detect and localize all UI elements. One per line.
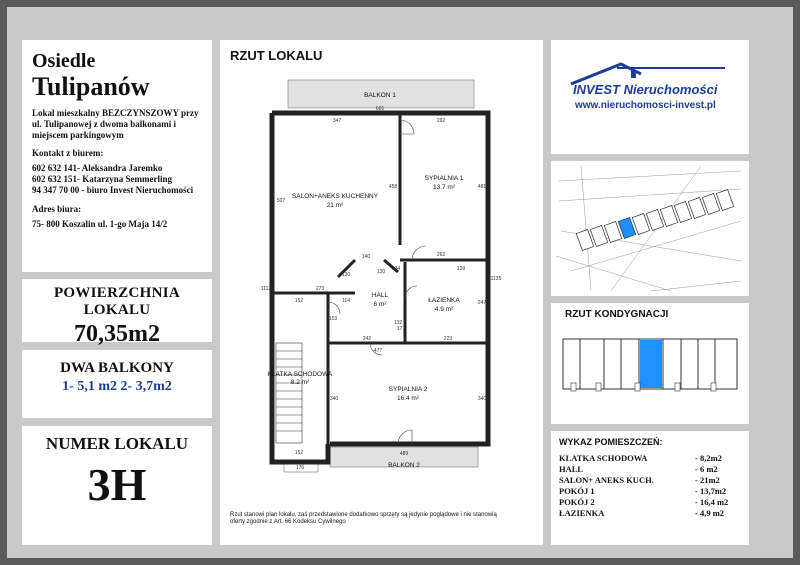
dim: 665 — [375, 106, 385, 112]
dim: 273 — [315, 286, 325, 292]
dim: 507 — [276, 198, 286, 204]
room-label-sypialnia2: SYPIALNIA 2 — [388, 386, 428, 393]
floor-plan-drawing — [220, 40, 543, 545]
dim: 242 — [362, 336, 372, 342]
dim: 1112 — [260, 286, 272, 292]
estate-info-panel — [22, 40, 212, 272]
dim: 130 — [341, 272, 351, 278]
room-name: POKÓJ 2 — [559, 497, 595, 507]
dim: 458 — [388, 184, 398, 190]
dim: 340 — [329, 396, 339, 402]
room-area: - 21m2 — [695, 475, 720, 485]
room-area: - 16,4 m2 — [695, 497, 729, 507]
dim: 134 — [391, 266, 401, 272]
room-name: SALON+ ANEKS KUCH. — [559, 475, 654, 485]
building-row — [576, 189, 733, 250]
room-label-lazienka: ŁAZIENKA — [428, 297, 460, 304]
level-plan-title: RZUT KONDYGNACJI — [565, 309, 669, 320]
room-area: - 6 m2 — [695, 464, 718, 474]
dim: 477 — [373, 348, 383, 354]
dim: 262 — [436, 118, 446, 124]
area-label: POWIERZCHNIA LOKALU — [53, 285, 181, 318]
room-area: - 8,2m2 — [695, 453, 722, 463]
dim: 176 — [295, 465, 305, 471]
list-item — [559, 486, 741, 497]
rooms-list-panel — [551, 431, 749, 545]
office-address: 75- 800 Koszalin ul. 1-go Maja 14/2 — [32, 219, 168, 229]
list-item — [559, 508, 741, 519]
plan-disclaimer: Rzut stanowi plan lokalu, zaś przedstawione dodatkowo sprzęty są jedynie poglądowe i nie stanowią oferty zgodnie z Art. 66 Kodeksu Cywilnego — [230, 512, 497, 525]
room-area-hall: 6 m² — [373, 301, 387, 308]
dim: 247 — [477, 300, 487, 306]
brand-rest: Nieruchomości — [619, 82, 718, 97]
estate-name-line2: Tulipanów — [32, 72, 150, 101]
address-header: Adres biura: — [32, 204, 82, 214]
brand-url: www.nieruchomosci-invest.pl — [575, 100, 716, 111]
balconies-label: DWA BALKONY — [60, 360, 174, 376]
dim: 152 — [294, 298, 304, 304]
highlighted-unit — [640, 340, 662, 388]
dim: 177 — [396, 326, 406, 332]
dim: 139 — [456, 266, 466, 272]
room-name: KLATKA SCHODOWA — [559, 453, 648, 463]
room-area-salon: 21 m² — [326, 202, 344, 209]
level-plan — [551, 303, 749, 424]
rooms-list-header: WYKAZ POMIESZCZEŃ: — [559, 437, 663, 447]
logo-panel — [551, 40, 749, 154]
dim: 223 — [443, 336, 453, 342]
unit-number-panel — [22, 426, 212, 545]
brand-invest: INVEST — [573, 82, 620, 97]
balcony-1-label: BALKON 1 — [364, 92, 396, 99]
balcony-2-label: BALKON 2 — [388, 462, 420, 469]
dim: 262 — [436, 252, 446, 258]
room-name: POKÓJ 1 — [559, 486, 595, 496]
dim: 132 — [393, 320, 403, 326]
dim: 152 — [294, 450, 304, 456]
dim: 481 — [477, 184, 487, 190]
dim: 1135 — [490, 276, 502, 282]
balconies-panel — [22, 350, 212, 418]
unit-number-label: NUMER LOKALU — [45, 434, 189, 453]
room-label-salon: SALON+ANEKS KUCHENNY — [291, 193, 379, 200]
brand-name — [573, 82, 718, 97]
list-item — [559, 497, 741, 508]
room-area: - 13,7m2 — [695, 486, 727, 496]
dim: 140 — [361, 254, 371, 260]
floor-plan-title: RZUT LOKALU — [230, 48, 323, 63]
room-area-lazienka: 4.9 m² — [434, 306, 454, 313]
floor-plan-panel — [220, 40, 543, 545]
dim: 114 — [342, 298, 350, 304]
area-panel — [22, 279, 212, 347]
room-area-sypialnia2: 16.4 m² — [396, 395, 420, 402]
dim: 489 — [399, 451, 409, 457]
dim: 340 — [477, 396, 487, 402]
contact-line: 94 347 70 00 - biuro Invest Nieruchomości — [32, 185, 194, 195]
contact-line: 602 632 151- Katarzyna Semmerling — [32, 174, 172, 184]
exterior-walls — [272, 113, 488, 462]
room-label-hall: HALL — [371, 292, 389, 299]
dim: 347 — [332, 118, 342, 124]
room-area: - 4,9 m2 — [695, 508, 725, 518]
interior-walls — [272, 113, 488, 444]
list-item — [559, 453, 741, 464]
room-name: HALL — [559, 464, 584, 474]
room-area-sypialnia1: 13.7 m² — [432, 184, 456, 191]
list-item — [559, 464, 741, 475]
area-value: 70,35m2 — [74, 321, 160, 347]
site-map — [551, 161, 749, 296]
room-label-klatka: KLATKA SCHODOWA — [267, 371, 333, 378]
unit-number-value: 3H — [87, 459, 147, 510]
dim: 130 — [376, 269, 386, 275]
staircase — [276, 343, 302, 443]
list-item — [559, 475, 741, 486]
site-map-panel — [551, 161, 749, 296]
estate-description: Lokal mieszkalny BEZCZYNSZOWY przy ul. Tulipanowej z dwoma balkonami i miejscem parkingowym — [32, 108, 199, 140]
room-label-sypialnia1: SYPIALNIA 1 — [424, 175, 464, 182]
room-area-klatka: 8.2 m² — [290, 379, 310, 386]
dim: 153 — [328, 316, 338, 322]
room-name: ŁAZIENKA — [559, 508, 605, 518]
balconies-value: 1- 5,1 m2 2- 3,7m2 — [62, 379, 172, 394]
contact-line: 602 632 141- Aleksandra Jaremko — [32, 163, 163, 173]
level-plan-panel — [551, 303, 749, 424]
estate-name-line1: Osiedle — [32, 50, 96, 72]
contact-header: Kontakt z biurem: — [32, 148, 104, 158]
